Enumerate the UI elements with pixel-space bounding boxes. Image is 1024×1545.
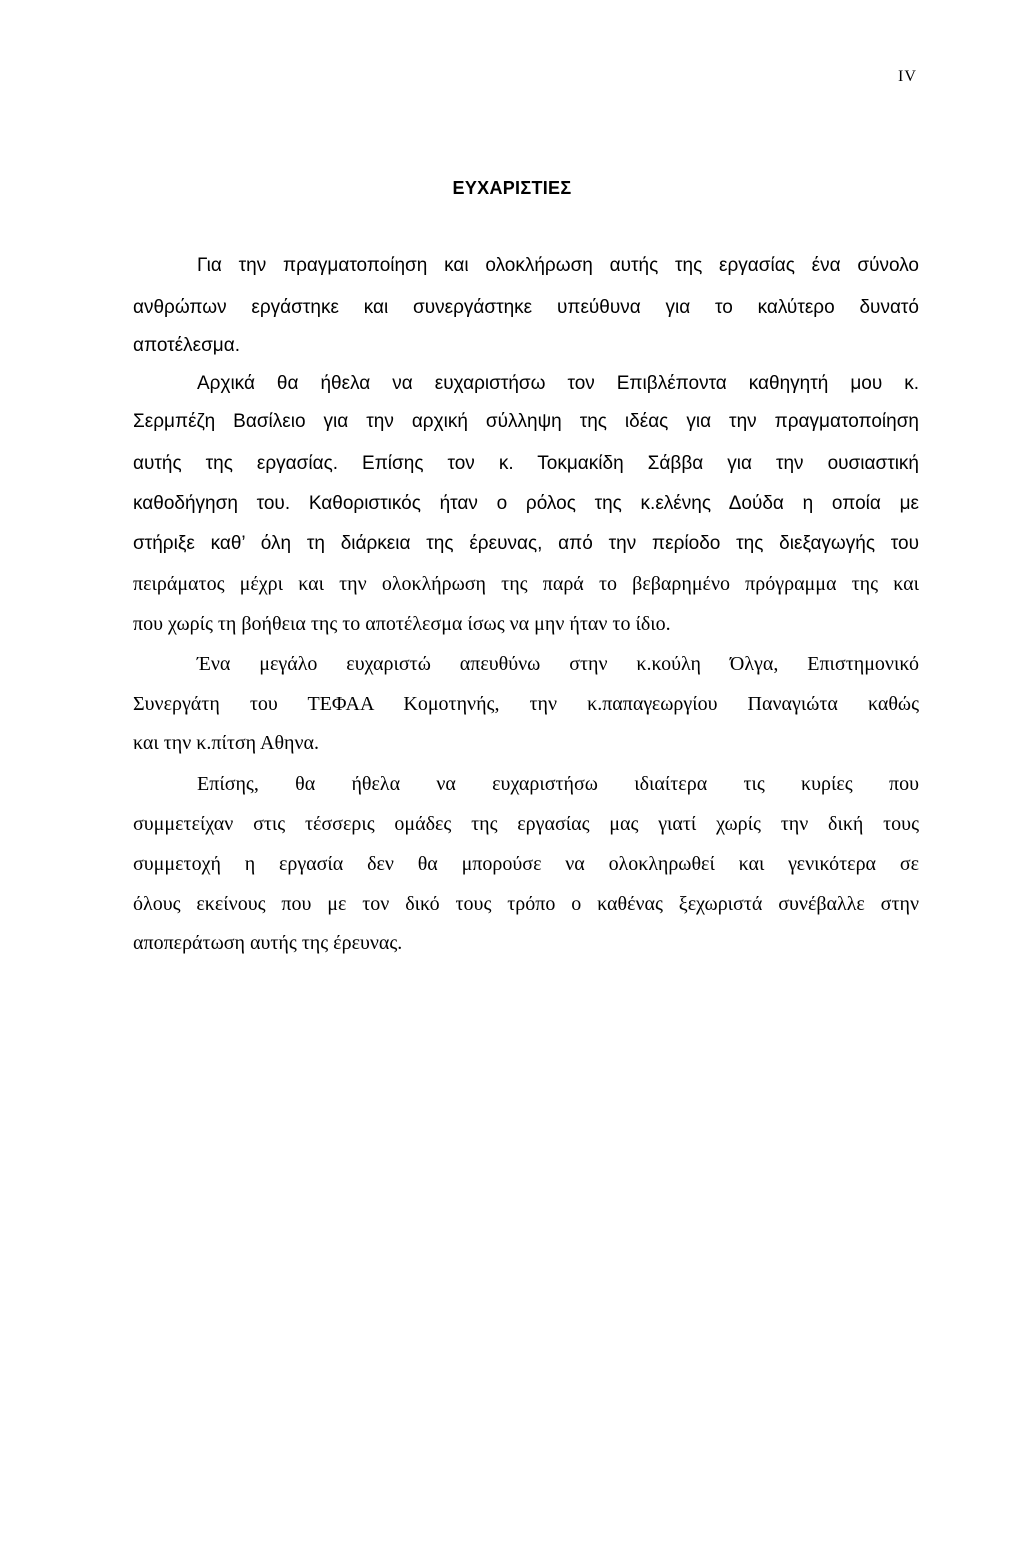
paragraph-line: συμμετοχή η εργασία δεν θα μπορούσε να ολοκληρωθεί και γενικότερα σε bbox=[133, 853, 919, 875]
paragraph-line: που χωρίς τη βοήθεια της το αποτέλεσμα ίσως να μην ήταν το ίδιο. bbox=[133, 613, 671, 635]
page-number: IV bbox=[898, 68, 917, 85]
paragraph-line: Συνεργάτη του ΤΕΦΑΑ Κομοτηνής, την κ.παπαγεωργίου Παναγιώτα καθώς bbox=[133, 693, 919, 715]
paragraph-line: καθοδήγηση του. Καθοριστικός ήταν ο ρόλος της κ.ελένης Δούδα η οποία με bbox=[133, 493, 919, 514]
paragraph-line: ανθρώπων εργάστηκε και συνεργάστηκε υπεύθυνα για το καλύτερο δυνατό bbox=[133, 297, 919, 318]
paragraph-line: αποτέλεσμα. bbox=[133, 335, 241, 356]
paragraph-line: στήριξε καθ’ όλη τη διάρκεια της έρευνας, από την περίοδο της διεξαγωγής του bbox=[133, 533, 919, 554]
paragraph-line: και την κ.πίτση Αθηνα. bbox=[133, 732, 320, 754]
paragraph-line: αυτής της εργασίας. Επίσης τον κ. Τοκμακίδη Σάββα για την ουσιαστική bbox=[133, 453, 919, 474]
paragraph-line: Επίσης, θα ήθελα να ευχαριστήσω ιδιαίτερα τις κυρίες που bbox=[197, 773, 919, 795]
paragraph-line: πειράματος μέχρι και την ολοκλήρωση της παρά το βεβαρημένο πρόγραμμα της και bbox=[133, 573, 919, 595]
page-title: ΕΥΧΑΡΙΣΤΙΕΣ bbox=[452, 178, 572, 198]
paragraph-line: όλους εκείνους που με τον δικό τους τρόπο ο καθένας ξεχωριστά συνέβαλλε στην bbox=[133, 893, 919, 915]
paragraph-line: Ένα μεγάλο ευχαριστώ απευθύνω στην κ.κούλη Όλγα, Επιστημονικό bbox=[197, 653, 919, 675]
paragraph-line: Για την πραγματοποίηση και ολοκλήρωση αυτής της εργασίας ένα σύνολο bbox=[197, 255, 919, 276]
paragraph-line: αποπεράτωση αυτής της έρευνας. bbox=[133, 932, 403, 954]
paragraph-line: Αρχικά θα ήθελα να ευχαριστήσω τον Επιβλέποντα καθηγητή μου κ. bbox=[197, 373, 919, 394]
paragraph-line: συμμετείχαν στις τέσσερις ομάδες της εργασίας μας γιατί χωρίς την δική τους bbox=[133, 813, 919, 835]
paragraph-line: Σερμπέζη Βασίλειο για την αρχική σύλληψη της ιδέας για την πραγματοποίηση bbox=[133, 411, 919, 432]
